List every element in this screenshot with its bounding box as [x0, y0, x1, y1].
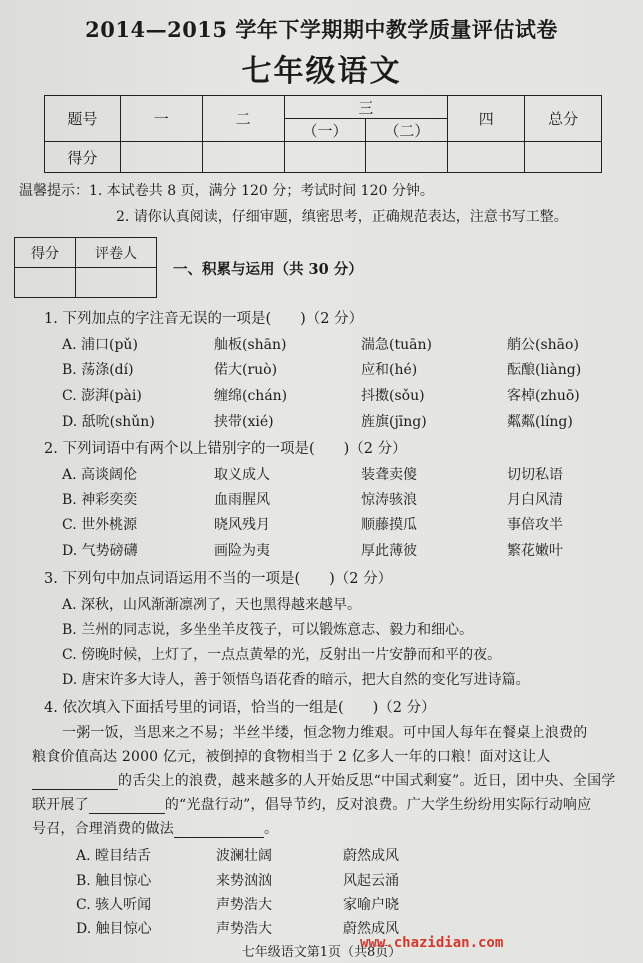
score-col-4: 四 [448, 96, 525, 142]
q1-option: 客棹(zhuō) [507, 388, 580, 404]
q1-option: 粼粼(líng) [507, 414, 573, 430]
q2-option: 晓风残月 [214, 517, 270, 533]
q1-option: 舢板(shān) [214, 337, 287, 353]
exam-title: 2014—2015 学年下学期期中教学质量评估试卷 [85, 17, 558, 42]
q1-option: A. 浦口(pǔ) [62, 337, 138, 353]
q1-option: B. 荡涤(dí) [62, 362, 134, 378]
q2-option: 厚此薄彼 [361, 543, 417, 559]
score-col-2: 二 [202, 96, 284, 142]
score-table [44, 95, 602, 173]
score-cell[interactable] [284, 142, 366, 173]
answer-blank-2[interactable] [89, 799, 165, 814]
passage-line-5 [32, 818, 278, 838]
watermark: www.chazidian.com [360, 935, 504, 951]
q4-option: 来势汹汹 [216, 873, 272, 889]
passage-line-4 [32, 794, 591, 814]
score-cell[interactable] [202, 142, 284, 173]
q2-option: 顺藤摸瓜 [361, 517, 417, 533]
score-cell[interactable] [366, 142, 448, 173]
tip-line-2: 2. 请你认真阅读，仔细审题，缜密思考，正确规范表达，注意书写工整。 [116, 209, 568, 225]
q2-option: 惊涛骇浪 [361, 492, 417, 508]
q1-option: 缠绵(chán) [214, 388, 288, 404]
question-1-stem: 1. 下列加点的字注音无误的一项是( )（2 分） [44, 311, 364, 327]
grader-name-label: 评卷人 [76, 238, 157, 268]
q2-option: 画险为夷 [214, 543, 270, 559]
q1-option: 旌旗(jīng) [361, 414, 427, 430]
answer-blank-1[interactable] [32, 775, 118, 790]
question-4-stem: 4. 依次填入下面括号里的词语，恰当的一组是( )（2 分） [44, 700, 436, 716]
q2-option: A. 高谈阔伦 [62, 467, 138, 483]
question-3-stem: 3. 下列句中加点词语运用不当的一项是( )（2 分） [44, 571, 393, 587]
q2-option: 繁花嫩叶 [507, 543, 563, 559]
q2-option: C. 世外桃源 [62, 517, 138, 533]
q4-option: 声势浩大 [216, 921, 272, 937]
passage-text: 联开展了 [32, 797, 89, 813]
q3-option: D. 唐宋许多大诗人，善于领悟鸟语花香的暗示，把大自然的变化写进诗篇。 [62, 672, 530, 688]
q4-option: B. 触目惊心 [76, 873, 152, 889]
q1-option: C. 澎湃(pài) [62, 388, 142, 404]
q1-option: D. 舐吮(shǔn) [62, 414, 155, 430]
q4-option: 蔚然成风 [343, 921, 399, 937]
grader-name-cell[interactable] [76, 268, 157, 298]
score-cell[interactable] [120, 142, 202, 173]
score-col-1: 一 [120, 96, 202, 142]
q1-option: 应和(hé) [361, 362, 418, 378]
passage-text: 的舌尖上的浪费，越来越多的人开始反思“中国式剩宴”。近日，团中央、全国学 [118, 773, 616, 789]
passage-text: 的“光盘行动”，倡导节约，反对浪费。广大学生纷纷用实际行动响应 [164, 797, 592, 813]
passage-line-3 [32, 770, 616, 790]
q4-option: 声势浩大 [216, 897, 272, 913]
q4-option: A. 瞠目结舌 [76, 848, 152, 864]
passage-text: 。 [264, 821, 279, 837]
question-2-stem: 2. 下列词语中有两个以上错别字的一项是( )（2 分） [44, 441, 407, 457]
q4-option: C. 骇人听闻 [76, 897, 152, 913]
score-col-3a: （一） [284, 119, 366, 142]
q2-option: 月白风清 [507, 492, 563, 508]
q4-option: 波澜壮阔 [216, 848, 272, 864]
q1-option: 酝酿(liàng) [507, 362, 582, 378]
score-col-3: 三 [284, 96, 448, 119]
passage-line: 一粥一饭，当思来之不易；半丝半缕，恒念物力维艰。可中国人每年在餐桌上浪费的 [62, 725, 588, 741]
q1-option: 艄公(shāo) [507, 337, 579, 353]
q2-option: B. 神彩奕奕 [62, 492, 138, 508]
score-label-question-number: 题号 [45, 96, 121, 142]
q2-option: 事倍攻半 [507, 517, 563, 533]
section-heading: 一、积累与运用（共 30 分） [173, 261, 363, 278]
score-cell[interactable] [525, 142, 602, 173]
q3-option: B. 兰州的同志说，多坐坐羊皮筏子，可以锻炼意志、毅力和细心。 [62, 622, 474, 638]
q4-option: D. 触目惊心 [76, 921, 152, 937]
exam-subtitle: 七年级语文 [241, 54, 402, 89]
page-footer: 七年级语文第1页（共8页） [241, 945, 402, 960]
q1-option: 抖擞(sǒu) [361, 388, 425, 404]
q2-option: D. 气势磅礴 [62, 543, 138, 559]
answer-blank-3[interactable] [174, 823, 264, 838]
score-cell[interactable] [448, 142, 525, 173]
grader-score-cell[interactable] [15, 268, 76, 298]
q1-option: 挟带(xié) [214, 414, 274, 430]
q1-option: 偌大(ruò) [214, 362, 278, 378]
grader-score-label: 得分 [15, 238, 76, 268]
q2-option: 切切私语 [507, 467, 563, 483]
q1-option: 湍急(tuān) [361, 337, 432, 353]
passage-text: 号召，合理消费的做法 [32, 821, 174, 837]
q4-option: 家喻户晓 [343, 897, 399, 913]
passage-line: 粮食价值高达 2000 亿元，被倒掉的食物相当于 2 亿多人一年的口粮！面对这让人 [32, 749, 551, 765]
score-col-total: 总分 [525, 96, 602, 142]
q3-option: C. 傍晚时候，上灯了，一点点黄晕的光，反射出一片安静而和平的夜。 [62, 647, 502, 663]
q2-option: 取义成人 [214, 467, 270, 483]
grader-box [14, 237, 157, 298]
q4-option: 蔚然成风 [343, 848, 399, 864]
q4-option: 风起云涌 [343, 873, 399, 889]
q2-option: 装聋卖傻 [361, 467, 417, 483]
q3-option: A. 深秋，山风渐渐凛冽了，天也黑得越来越早。 [62, 597, 362, 613]
tip-line-1: 温馨提示：1. 本试卷共 8 页，满分 120 分；考试时间 120 分钟。 [19, 183, 434, 199]
score-label-points: 得分 [45, 142, 121, 173]
score-col-3b: （二） [366, 119, 448, 142]
q2-option: 血雨腥风 [214, 492, 270, 508]
